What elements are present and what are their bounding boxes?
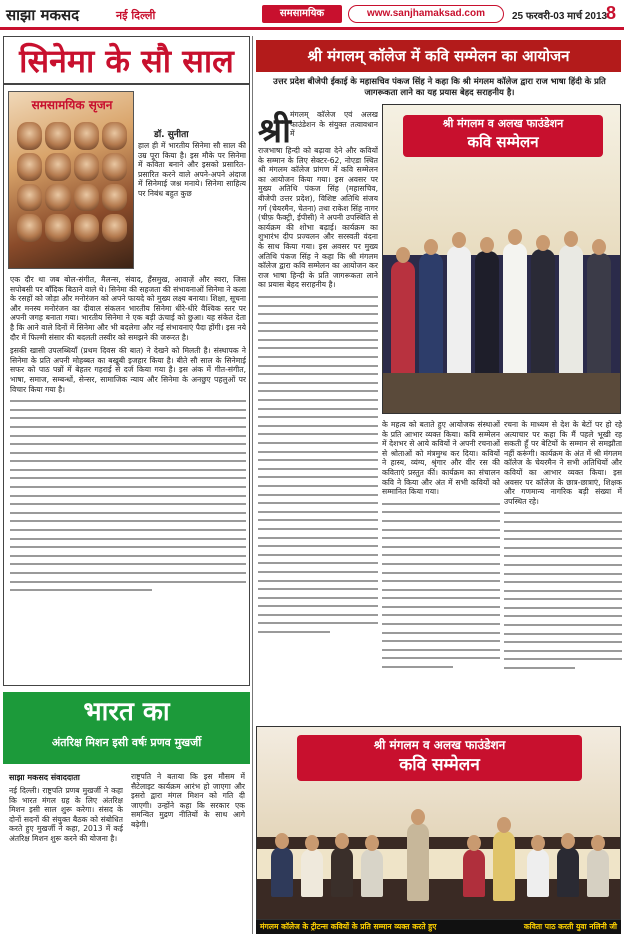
kavi-text-col-1 bbox=[258, 146, 378, 720]
space-mission-text-col-2: राष्ट्रपति ने बताया कि इस मौसम में सैटेलाइट कार्यक्रम आरंभ हो जाएगा और इसरो द्वारा मंगल मिशन को गति दी जाएगी। उन्होंने कहा कि सरकार एक समन्वित मुद्रण नीतियों के साथ आगे बढ़ेगी। bbox=[131, 772, 245, 829]
event-photo-audience bbox=[256, 726, 621, 920]
dropcap: श्री bbox=[258, 111, 291, 151]
newspaper-brand: साझा मकसद bbox=[6, 6, 80, 24]
stage-banner-big: कवि सम्मेलन bbox=[467, 133, 539, 151]
stage-floor bbox=[383, 373, 621, 413]
kavi-col-3-lines bbox=[504, 512, 622, 669]
page-number: 8 bbox=[606, 3, 617, 23]
space-mission-byline: साझा मकसद संवाददाता bbox=[9, 773, 80, 782]
kavi-col-1-lines bbox=[258, 296, 378, 633]
space-mission-headline: भारत का bbox=[83, 697, 170, 727]
hall-banner-small: श्री मंगलम व अलख फाउंडेशन bbox=[373, 738, 506, 752]
magazine-name: समसामयिक सृजन bbox=[31, 98, 113, 112]
cinema-headline: सिनेमा के सौ साल bbox=[4, 37, 249, 85]
left-column bbox=[3, 36, 250, 934]
cinema-body bbox=[10, 275, 246, 681]
section-label: समसामयिक bbox=[262, 5, 342, 23]
cinema-article bbox=[3, 36, 250, 686]
magazine-cover-image bbox=[8, 91, 134, 269]
space-mission-subheadline: अंतरिक्ष मिशन इसी वर्षः प्रणव मुखर्जी bbox=[51, 736, 202, 749]
cinema-body-text-lines bbox=[10, 400, 246, 591]
kavi-text-col-3 bbox=[504, 420, 622, 720]
stage-banner bbox=[403, 115, 603, 157]
kavi-col-2-lines bbox=[382, 503, 500, 668]
edition-city: नई दिल्ली bbox=[116, 9, 156, 22]
kavi-text-col-2 bbox=[382, 420, 500, 720]
issue-date: 25 फरवरी-03 मार्च 2013 bbox=[512, 11, 608, 22]
cinema-byline: डॉ. सुनीता bbox=[154, 130, 189, 140]
hall-banner bbox=[297, 735, 582, 781]
cover-faces-collage bbox=[17, 122, 127, 242]
cinema-body-paragraph-2: इसकी खासी उपलब्धियाँ (प्रथम दिवस की बात) ने देखने को मिलती है। संस्थापक ने सिनेमा के प्रति अपनी मोहब्बत का बखूबी इजहार किया है। बीते सौ साल के सिनेमाई सफर को पाठ पन्नों में बेहतर गहराई से दर्ज किया गया है। इस अंक में गीत-संगीत, भाषा, समाज, सम्बन्धों, सेन्सर, सामाजिक न्याय और सिनेमा के अनछुए पहलुओं पर विचार किया गया है। bbox=[10, 346, 246, 394]
kavi-lead-text: मंगलम् कॉलेज एवं अलख फाउंडेशन के संयुक्त तत्वावधान में bbox=[290, 110, 378, 139]
caption-left: मंगलम कॉलेज के ट्रीटन्स कवियों के प्रति सम्मान व्यक्त करते हुए bbox=[260, 922, 437, 931]
kavi-col-3-paragraph: रचना के माध्यम से देश के बेटों पर हो रहे अत्याचार पर कहा कि मैं पहले भूखी रह सकती हूँ पर बेटियों के सम्मान से समझौता नहीं करूंगी। कार्यक्रम के अंत में श्री मंगलम कॉलेज के चेयरमैन ने सभी अतिथियों और कवियों का आभार व्यक्त किया। इस अवसर पर कॉलेज के छात्र-छात्राएं, शिक्षक और गणमान्य नागरिक बड़ी संख्या में उपस्थित रहे। bbox=[504, 420, 622, 506]
cinema-intro-text: हाल ही में भारतीय सिनेमा सौ साल की उम्र पूरा किया है। इस मौके पर सिनेमा में कविता बनाने और इसको प्रसारित-प्रसारित करने वाले अपने-अपने अंदाज में सिनेमाई जश्न मनाये। सिनेमा साहित्य पर निबंध बहुत कुछ bbox=[138, 141, 246, 198]
stage-banner-small: श्री मंगलम व अलख फाउंडेशन bbox=[442, 117, 564, 130]
event-photo-stage bbox=[382, 104, 621, 414]
website-url[interactable]: www.sanjhamaksad.com bbox=[348, 5, 504, 23]
space-mission-text-col-1: नई दिल्ली। राष्ट्रपति प्रणब मुखर्जी ने कहा कि भारत मंगल ग्रह के लिए अंतरिक्ष मिशन इसी साल शुरू करेगा। संसद के दोनों सदनों की संयुक्त बैठक को संबोधित करते हुए मुखर्जी ने कहा, 2013 में कई अंतरिक्ष मिशन शुरू करने की योजना है। bbox=[9, 786, 123, 843]
space-mission-header bbox=[3, 692, 250, 764]
hall-banner-big: कवि सम्मेलन bbox=[399, 755, 480, 775]
caption-right: कविता पाठ करती युवा नलिनी जी bbox=[523, 922, 617, 931]
kavi-col-2-paragraph: के महत्व को बताते हुए आयोजक संस्थाओं के प्रति आभार व्यक्त किया। कवि सम्मेलन में देशभर से आये कवियों ने अपनी रचनाओं से श्रोताओं को मंत्रमुग्ध कर दिया। कवियों ने हास्य, व्यंग्य, श्रृंगार और वीर रस की कविताएं प्रस्तुत कीं। कार्यक्रम का संचालन कवि ने किया और अंत में सभी कवियों को सम्मानित किया गया। bbox=[382, 420, 500, 497]
kavi-sammelan-headline: श्री मंगलम् कॉलेज में कवि सम्मेलन का आयोजन bbox=[256, 40, 621, 72]
masthead bbox=[0, 0, 624, 30]
space-mission-article bbox=[3, 692, 250, 936]
photo-caption-bar bbox=[256, 920, 621, 934]
cinema-body-paragraph: एक दौर था जब बोल-संगीत, मैलन्स, संवाद, हँसमुख, आवाज़ें और स्वरा, जिस सपोबसी पर बाँदिक बिठाने वाले थे। सिनेमा की सहजता की संभावनाओं सिनेमा ने कला के रसहों को जोड़ा और मनोरंजन को अपने फायदे को मुख्य लक्ष्य बनाया। शिक्षा, सूचना और मनस्य मनोरंजन का दीवाल संकलन भारतीय सिनेमा धीरे-धीरे वैश्विक स्तर पर अपनी जगह बनाता गया। भारतीय सिनेमा ने एक बड़ी ऊंचाई को छुआ। यह संकेत देता है कि आने वाले दिनों में सिनेमा और भी बदलेगा और नई संभावनाएं पैदा होंगी। इस नये दौर में फिल्मी संसार की बदलती तस्वीर को समझने की जरूरत है। bbox=[10, 275, 246, 342]
kavi-col-1-paragraph: राजभाषा हिन्दी को बढ़ावा देने और कवियों के सम्मान के लिए सेक्टर-62, नोएडा स्थित श्री मंगलम कॉलेज प्रांगण में कवि सम्मेलन का आयोजन किया गया। इस अवसर पर मुख्य अतिथि पंकज सिंह (महासचिव, बीजेपी उत्तर प्रदेश), विशिष्ट अतिथि संजय गर्ग (चेयरमैन, चेतना) तथा राकेश सिंह नागर (चीफ़ फैक्ट्री, ईपीसी) ने अपनी उपस्थिति से कार्यक्रम की शोभा बढ़ाई। कार्यक्रम का शुभारंभ दीप प्रज्वलन और सरस्वती वंदना के साथ किया गया। इस अवसर पर मुख्य अतिथि पंकज सिंह ने कहा कि श्री मंगलम कॉलेज द्वारा कवि सम्मेलन का आयोजन कर राज भाषा हिन्दी के प्रति जागरूकता लाने का प्रयास बेहद सराहनीय है। bbox=[258, 146, 378, 290]
column-divider bbox=[252, 36, 253, 934]
kavi-sammelan-subheadline: उत्तर प्रदेश बीजेपी ईकाई के महासचिव पंकज सिंह ने कहा कि श्री मंगलम कॉलेज द्वारा राज भाषा हिंदी के प्रति जागरूकता लाने का यह प्रयास बेहद सराहनीय है। bbox=[273, 76, 606, 97]
